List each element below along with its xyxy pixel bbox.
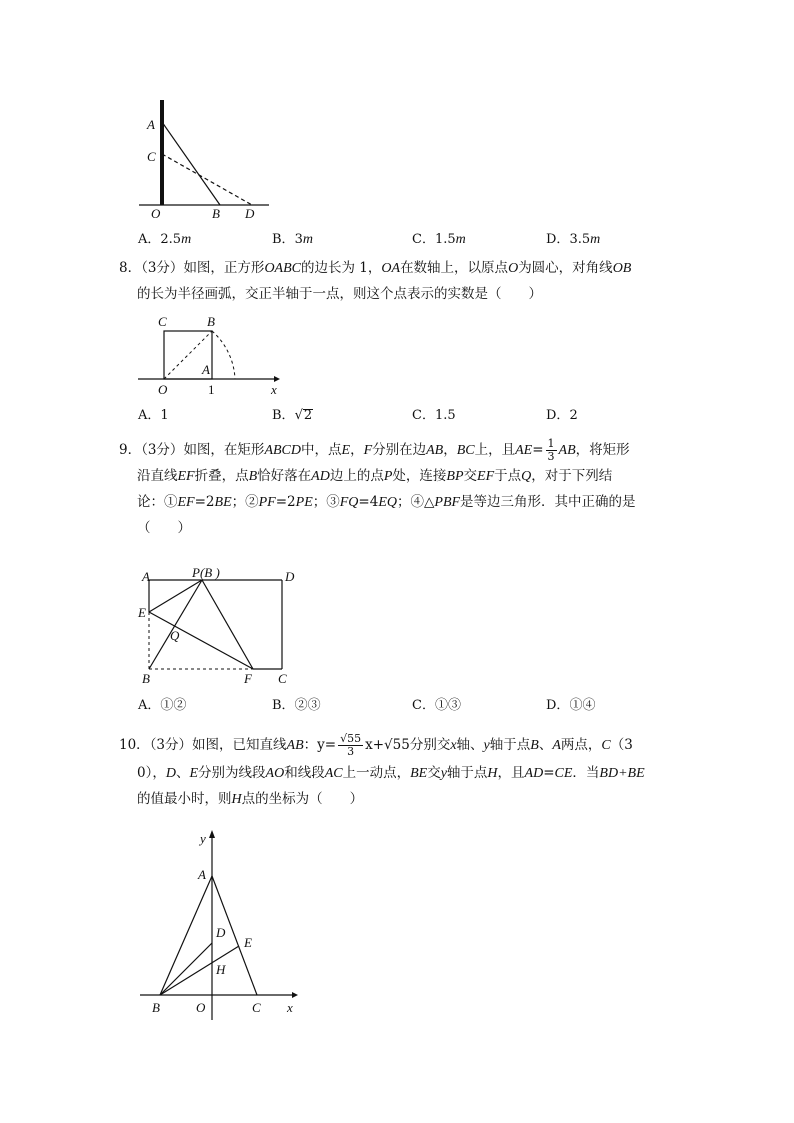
q10-y-arrow [209,830,215,838]
q10-label-d: D [216,925,226,940]
q8-option-a[interactable]: A．1 [138,408,169,423]
q8-label-o: O [158,382,168,397]
q8-label-a: A [202,362,210,377]
q9-option-a[interactable]: A．①② [138,698,187,713]
q7-label-o: O [151,206,161,221]
q7-options [138,228,658,246]
q8-figure [134,312,284,400]
q8-option-c[interactable]: C．1.5 [412,408,456,423]
q9-label-d: D [285,569,295,584]
q10-segment-be [160,946,239,995]
q10-label-a: A [198,867,206,882]
q9-label-q: Q [170,628,180,643]
q7-option-c[interactable]: C．1.5m [412,232,466,247]
q7-label-a: A [147,117,155,132]
q9-label-b: B [142,671,150,686]
q7-ladder-after [162,154,252,205]
question-8 [119,255,679,307]
q8-label-b: B [207,314,215,329]
q9-option-b[interactable]: B．②③ [272,698,321,713]
q8-line-1: 8．（3分）如图，正方形OABC的边长为 1，OA在数轴上，以原点O为圆心，对角线OB [119,260,632,276]
q10-segment-bd [160,943,212,995]
q8-option-d[interactable]: D．2 [546,408,578,423]
q7-label-d: D [245,206,255,221]
q9-label-c: C [278,671,287,686]
q9-label-f: F [244,671,252,686]
q8-label-x: x [271,382,277,397]
q9-segment-ep [149,580,202,612]
q10-line-3: 的值最小时，则H点的坐标为（ ） [137,791,364,807]
q10-line-2: 0），D、E分别为线段AO和线段AC上一动点，BE交y轴于点H，且AD=CE．当BD+BE [137,765,645,781]
q9-line-1: 9．（3分）如图，在矩形ABCD中，点E，F分别在边AB，BC上，且AE= $\frac{1}{3}$ AB，将矩形 [119,437,630,463]
question-10 [119,730,679,812]
q10-label-o: O [196,1000,206,1015]
q7-label-b: B [212,206,220,221]
q9-fraction: $\frac{1}{3}$ [547,437,555,463]
q9-option-d[interactable]: D．①④ [546,698,596,713]
q8-label-c: C [158,314,167,329]
q9-line-3: 论：①EF=2BE；②PF=2PE；③FQ=4EQ；④△PBF是等边三角形．其中正确的是 [137,494,636,510]
q8-line-2: 的长为半径画弧，交正半轴于一点，则这个点表示的实数是（ ） [137,286,542,302]
q9-options [138,694,658,712]
q10-fraction: $\frac{√55}{3}$ [340,732,362,758]
q9-figure [134,566,309,690]
q8-arc [212,331,235,379]
q7-ladder-before [162,122,220,205]
q10-label-h: H [216,962,226,977]
q10-figure [134,826,304,1026]
q9-segment-bp [149,580,202,669]
q9-label-e: E [138,605,146,620]
q7-label-c: C [147,149,156,164]
q8-option-b[interactable]: B．√2 [272,408,313,423]
q10-label-e: E [244,935,252,950]
q10-x-arrow [292,992,298,998]
q9-segment-ef [149,612,253,669]
q9-label-pb: P(B ) [192,565,220,580]
q7-option-d[interactable]: D．3.5m [546,232,601,247]
q10-label-y: y [200,831,206,846]
q7-option-b[interactable]: B．3m [272,232,313,247]
q9-label-a: A [142,569,150,584]
q7-figure [134,94,284,224]
q7-option-a[interactable]: A．2.5m [138,232,192,247]
q9-line-2: 沿直线EF折叠，点B恰好落在AD边上的点P处，连接BP交EF于点Q，对于下列结 [137,468,613,484]
q10-label-x: x [287,1000,293,1015]
q9-option-c[interactable]: C．①③ [412,698,461,713]
q8-options [138,404,658,422]
q10-label-c: C [252,1000,261,1015]
q10-line-ab [160,876,212,995]
q9-line-4: （ ） [137,520,191,536]
question-9 [119,437,679,541]
q8-label-1: 1 [208,382,215,397]
q10-label-b: B [152,1000,160,1015]
q10-line-1: 10．（3分）如图，已知直线AB：y= $\frac{√55}{3}$ x+√55分别交x轴、y轴于点B、A两点，C（3 [119,732,633,758]
